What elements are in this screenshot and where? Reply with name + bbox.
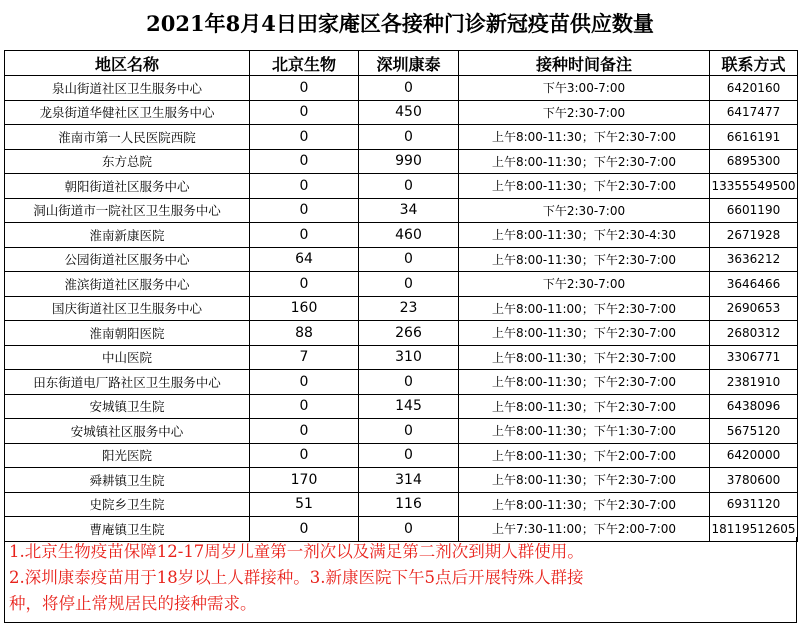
cell-time: 上午8:00-11:00；下午2:30-7:00	[459, 296, 710, 321]
vaccine-supply-table	[4, 50, 798, 542]
col-header-shenzhen: 深圳康泰	[359, 51, 459, 76]
table-row	[5, 149, 798, 174]
cell-contact: 6438096	[710, 394, 798, 419]
cell-region: 泉山街道社区卫生服务中心	[5, 76, 250, 101]
cell-time: 下午2:30-7:00	[459, 272, 710, 297]
cell-beijing: 0	[250, 100, 359, 125]
cell-contact: 6417477	[710, 100, 798, 125]
cell-time: 上午8:00-11:30；下午2:30-7:00	[459, 370, 710, 395]
cell-beijing: 0	[250, 198, 359, 223]
cell-time: 上午7:30-11:00；下午2:00-7:00	[459, 517, 710, 542]
table-row	[5, 419, 798, 444]
table-row	[5, 370, 798, 395]
cell-region: 朝阳街道社区服务中心	[5, 174, 250, 199]
cell-shenzhen: 34	[359, 198, 459, 223]
cell-beijing: 0	[250, 174, 359, 199]
cell-contact: 5675120	[710, 419, 798, 444]
cell-region: 公园街道社区服务中心	[5, 247, 250, 272]
table-row	[5, 296, 798, 321]
cell-region: 淮南新康医院	[5, 223, 250, 248]
cell-beijing: 7	[250, 345, 359, 370]
notes-box	[4, 537, 797, 623]
cell-time: 下午3:00-7:00	[459, 76, 710, 101]
cell-time: 上午8:00-11:30；下午2:30-7:00	[459, 492, 710, 517]
cell-region: 安城镇卫生院	[5, 394, 250, 419]
cell-shenzhen: 0	[359, 370, 459, 395]
cell-beijing: 160	[250, 296, 359, 321]
cell-contact: 2381910	[710, 370, 798, 395]
table-row	[5, 76, 798, 101]
cell-time: 上午8:00-11:30；下午2:30-7:00	[459, 149, 710, 174]
cell-time: 上午8:00-11:30；下午2:30-7:00	[459, 174, 710, 199]
cell-region: 淮南市第一人民医院西院	[5, 125, 250, 150]
cell-region: 国庆街道社区卫生服务中心	[5, 296, 250, 321]
cell-region: 史院乡卫生院	[5, 492, 250, 517]
cell-time: 上午8:00-11:30；下午2:30-7:00	[459, 394, 710, 419]
cell-beijing: 0	[250, 443, 359, 468]
table-row	[5, 394, 798, 419]
col-header-beijing: 北京生物	[250, 51, 359, 76]
cell-region: 曹庵镇卫生院	[5, 517, 250, 542]
cell-shenzhen: 314	[359, 468, 459, 493]
note-line: 2.深圳康泰疫苗用于18岁以上人群接种。3.新康医院下午5点后开展特殊人群接	[9, 568, 584, 587]
cell-beijing: 0	[250, 149, 359, 174]
table-row	[5, 468, 798, 493]
cell-shenzhen: 0	[359, 76, 459, 101]
cell-time: 上午8:00-11:30；下午2:30-7:00	[459, 468, 710, 493]
cell-time: 上午8:00-11:30；下午2:30-7:00	[459, 125, 710, 150]
cell-contact: 6616191	[710, 125, 798, 150]
table-row	[5, 198, 798, 223]
note-line: 1.北京生物疫苗保障12-17周岁儿童第一剂次以及满足第二剂次到期人群使用。	[9, 542, 584, 561]
cell-contact: 18119512605	[710, 517, 798, 542]
table-row	[5, 247, 798, 272]
cell-beijing: 88	[250, 321, 359, 346]
cell-contact: 2690653	[710, 296, 798, 321]
cell-contact: 6420160	[710, 76, 798, 101]
cell-contact: 3306771	[710, 345, 798, 370]
cell-shenzhen: 460	[359, 223, 459, 248]
cell-region: 阳光医院	[5, 443, 250, 468]
cell-shenzhen: 0	[359, 517, 459, 542]
page-title: 2021年8月4日田家庵区各接种门诊新冠疫苗供应数量	[146, 11, 654, 36]
col-header-time: 接种时间备注	[459, 51, 710, 76]
cell-shenzhen: 310	[359, 345, 459, 370]
cell-region: 龙泉街道华健社区卫生服务中心	[5, 100, 250, 125]
cell-shenzhen: 0	[359, 272, 459, 297]
table-row	[5, 345, 798, 370]
cell-contact: 3646466	[710, 272, 798, 297]
table-row	[5, 125, 798, 150]
table-row	[5, 321, 798, 346]
table-row	[5, 223, 798, 248]
table-body	[5, 76, 798, 542]
cell-shenzhen: 0	[359, 174, 459, 199]
cell-shenzhen: 0	[359, 125, 459, 150]
cell-region: 田东街道电厂路社区卫生服务中心	[5, 370, 250, 395]
cell-shenzhen: 0	[359, 419, 459, 444]
cell-time: 上午8:00-11:30；下午1:30-7:00	[459, 419, 710, 444]
cell-beijing: 0	[250, 125, 359, 150]
cell-beijing: 51	[250, 492, 359, 517]
cell-region: 中山医院	[5, 345, 250, 370]
cell-contact: 6931120	[710, 492, 798, 517]
cell-contact: 13355549500	[710, 174, 798, 199]
cell-contact: 6895300	[710, 149, 798, 174]
cell-contact: 3636212	[710, 247, 798, 272]
cell-contact: 6601190	[710, 198, 798, 223]
cell-time: 上午8:00-11:30；下午2:30-7:00	[459, 321, 710, 346]
cell-time: 上午8:00-11:30；下午2:30-7:00	[459, 247, 710, 272]
cell-region: 安城镇社区服务中心	[5, 419, 250, 444]
cell-contact: 3780600	[710, 468, 798, 493]
cell-beijing: 0	[250, 76, 359, 101]
cell-beijing: 0	[250, 394, 359, 419]
table-row	[5, 174, 798, 199]
table-row	[5, 272, 798, 297]
cell-beijing: 64	[250, 247, 359, 272]
cell-contact: 2671928	[710, 223, 798, 248]
note-line: 种，将停止常规居民的接种需求。	[9, 594, 257, 613]
cell-time: 下午2:30-7:00	[459, 100, 710, 125]
col-header-contact: 联系方式	[710, 51, 798, 76]
cell-region: 洞山街道市一院社区卫生服务中心	[5, 198, 250, 223]
cell-shenzhen: 266	[359, 321, 459, 346]
cell-beijing: 0	[250, 517, 359, 542]
cell-time: 上午8:00-11:30；下午2:30-7:00	[459, 345, 710, 370]
cell-region: 淮南朝阳医院	[5, 321, 250, 346]
col-header-region: 地区名称	[5, 51, 250, 76]
cell-shenzhen: 0	[359, 247, 459, 272]
cell-shenzhen: 23	[359, 296, 459, 321]
cell-beijing: 0	[250, 223, 359, 248]
cell-shenzhen: 145	[359, 394, 459, 419]
table-row	[5, 100, 798, 125]
cell-region: 舜耕镇卫生院	[5, 468, 250, 493]
cell-beijing: 170	[250, 468, 359, 493]
table-row	[5, 443, 798, 468]
cell-beijing: 0	[250, 272, 359, 297]
cell-time: 上午8:00-11:30；下午2:30-4:30	[459, 223, 710, 248]
cell-beijing: 0	[250, 419, 359, 444]
table-row	[5, 492, 798, 517]
cell-time: 上午8:00-11:30；下午2:00-7:00	[459, 443, 710, 468]
cell-contact: 6420000	[710, 443, 798, 468]
cell-beijing: 0	[250, 370, 359, 395]
cell-shenzhen: 450	[359, 100, 459, 125]
cell-region: 淮滨街道社区服务中心	[5, 272, 250, 297]
header-row	[5, 51, 798, 76]
cell-region: 东方总院	[5, 149, 250, 174]
cell-shenzhen: 116	[359, 492, 459, 517]
cell-shenzhen: 990	[359, 149, 459, 174]
cell-time: 下午2:30-7:00	[459, 198, 710, 223]
cell-contact: 2680312	[710, 321, 798, 346]
cell-shenzhen: 0	[359, 443, 459, 468]
